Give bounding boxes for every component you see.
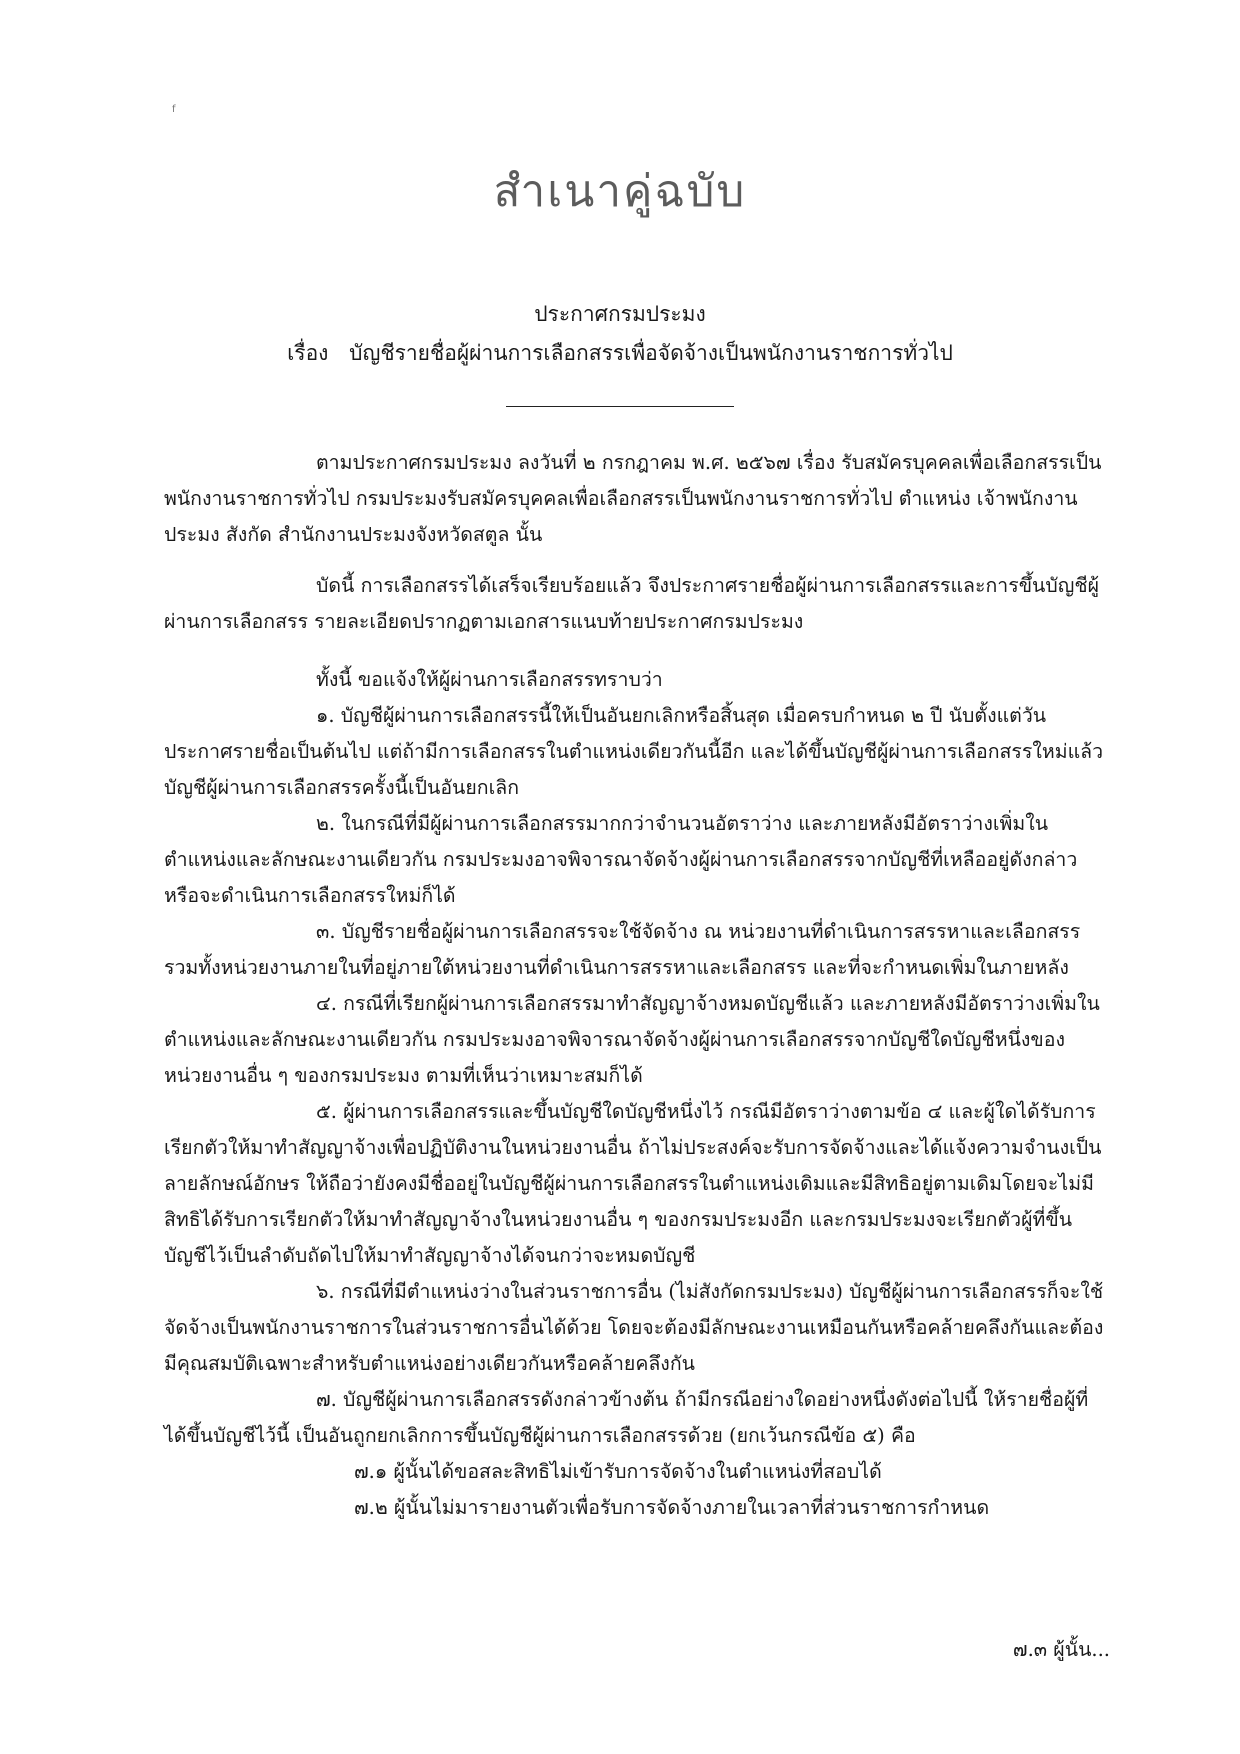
subject-prefix: เรื่อง: [287, 341, 329, 365]
condition-item: ๕. ผู้ผ่านการเลือกสรรและขึ้นบัญชีใดบัญชีหนึ่งไว้ กรณีมีอัตราว่างตามข้อ ๔ และผู้ใดได้รับการเรียกตัวให้มาทำสัญญาจ้างเพื่อปฏิบัติงานในหน่วยงานอื่น ถ้าไม่ประสงค์จะรับการจัดจ้างและได้แจ้งความจำนงเป็นลายลักษณ์อักษร ให้ถือว่ายังคงมีชื่ออยู่ในบัญชีผู้ผ่านการเลือกสรรในตำแหน่งเดิมและมีสิทธิอยู่ตามเดิมโดยจะไม่มีสิทธิได้รับการเรียกตัวให้มาทำสัญญาจ้างในหน่วยงานอื่น ๆ ของกรมประมงอีก และกรมประมงจะเรียกตัวผู้ที่ขึ้นบัญชีไว้เป็นลำดับถัดไปให้มาทำสัญญาจ้างได้จนกว่าจะหมดบัญชี: [164, 1100, 1102, 1267]
paragraph-announcement: บัดนี้ การเลือกสรรได้เสร็จเรียบร้อยแล้ว จึงประกาศรายชื่อผู้ผ่านการเลือกสรรและการขึ้นบัญชีผู้ผ่านการเลือกสรร รายละเอียดปรากฏตามเอกสารแนบท้ายประกาศกรมประมง: [164, 574, 1100, 633]
page-continuation: ๗.๓ ผู้นั้น...: [1012, 1638, 1110, 1661]
header-divider: [506, 406, 734, 407]
subject-text: บัญชีรายชื่อผู้ผ่านการเลือกสรรเพื่อจัดจ้างเป็นพนักงานราชการทั่วไป: [349, 341, 953, 365]
corner-mark: f: [172, 104, 176, 115]
announcement-subject: [0, 337, 1240, 370]
condition-sub-item: ๗.๒ ผู้นั้นไม่มารายงานตัวเพื่อรับการจัดจ้างภายในเวลาที่ส่วนราชการกำหนด: [354, 1496, 990, 1519]
condition-item: ๑. บัญชีผู้ผ่านการเลือกสรรนี้ให้เป็นอันยกเลิกหรือสิ้นสุด เมื่อครบกำหนด ๒ ปี นับตั้งแต่วันประกาศรายชื่อเป็นต้นไป แต่ถ้ามีการเลือกสรรในตำแหน่งเดียวกันนี้อีก และได้ขึ้นบัญชีผู้ผ่านการเลือกสรรใหม่แล้ว บัญชีผู้ผ่านการเลือกสรรครั้งนี้เป็นอันยกเลิก: [164, 704, 1104, 799]
condition-item: ๔. กรณีที่เรียกผู้ผ่านการเลือกสรรมาทำสัญญาจ้างหมดบัญชีแล้ว และภายหลังมีอัตราว่างเพิ่มในตำแหน่งและลักษณะงานเดียวกัน กรมประมงอาจพิจารณาจัดจ้างผู้ผ่านการเลือกสรรจากบัญชีใดบัญชีหนึ่งของหน่วยงานอื่น ๆ ของกรมประมง ตามที่เห็นว่าเหมาะสมก็ได้: [164, 992, 1100, 1087]
condition-item: ๗. บัญชีผู้ผ่านการเลือกสรรดังกล่าวข้างต้น ถ้ามีกรณีอย่างใดอย่างหนึ่งดังต่อไปนี้ ให้รายชื่อผู้ที่ได้ขึ้นบัญชีไว้นี้ เป็นอันถูกยกเลิกการขึ้นบัญชีผู้ผ่านการเลือกสรรด้วย (ยกเว้นกรณีข้อ ๕) คือ: [164, 1388, 1089, 1447]
condition-item: ๒. ในกรณีที่มีผู้ผ่านการเลือกสรรมากกว่าจำนวนอัตราว่าง และภายหลังมีอัตราว่างเพิ่มในตำแหน่งและลักษณะงานเดียวกัน กรมประมงอาจพิจารณาจัดจ้างผู้ผ่านการเลือกสรรจากบัญชีที่เหลืออยู่ดังกล่าวหรือจะดำเนินการเลือกสรรใหม่ก็ได้: [164, 812, 1078, 907]
copy-stamp: สำเนาคู่ฉบับ: [493, 166, 747, 217]
condition-item: ๓. บัญชีรายชื่อผู้ผ่านการเลือกสรรจะใช้จัดจ้าง ณ หน่วยงานที่ดำเนินการสรรหาและเลือกสรรรวมทั้งหน่วยงานภายในที่อยู่ภายใต้หน่วยงานที่ดำเนินการสรรหาและเลือกสรร และที่จะกำหนดเพิ่มในภายหลัง: [164, 920, 1081, 979]
conditions-section: [164, 662, 1104, 1526]
condition-sub-item: ๗.๑ ผู้นั้นได้ขอสละสิทธิไม่เข้ารับการจัดจ้างในตำแหน่งที่สอบได้: [354, 1460, 882, 1483]
paragraph-reference: ตามประกาศกรมประมง ลงวันที่ ๒ กรกฎาคม พ.ศ. ๒๕๖๗ เรื่อง รับสมัครบุคคลเพื่อเลือกสรรเป็นพนักงานราชการทั่วไป กรมประมงรับสมัครบุคคลเพื่อเลือกสรรเป็นพนักงานราชการทั่วไป ตำแหน่ง เจ้าพนักงานประมง สังกัด สำนักงานประมงจังหวัดสตูล นั้น: [164, 451, 1102, 546]
announcement-title: ประกาศกรมประมง: [534, 302, 706, 326]
condition-item: ๖. กรณีที่มีตำแหน่งว่างในส่วนราชการอื่น (ไม่สังกัดกรมประมง) บัญชีผู้ผ่านการเลือกสรรก็จะใช้จัดจ้างเป็นพนักงานราชการในส่วนราชการอื่นได้ด้วย โดยจะต้องมีลักษณะงานเหมือนกันหรือคล้ายคลึงกันและต้องมีคุณสมบัติเฉพาะสำหรับตำแหน่งอย่างเดียวกันหรือคล้ายคลึงกัน: [164, 1280, 1104, 1375]
conditions-intro: ทั้งนี้ ขอแจ้งให้ผู้ผ่านการเลือกสรรทราบว่า: [316, 668, 663, 691]
